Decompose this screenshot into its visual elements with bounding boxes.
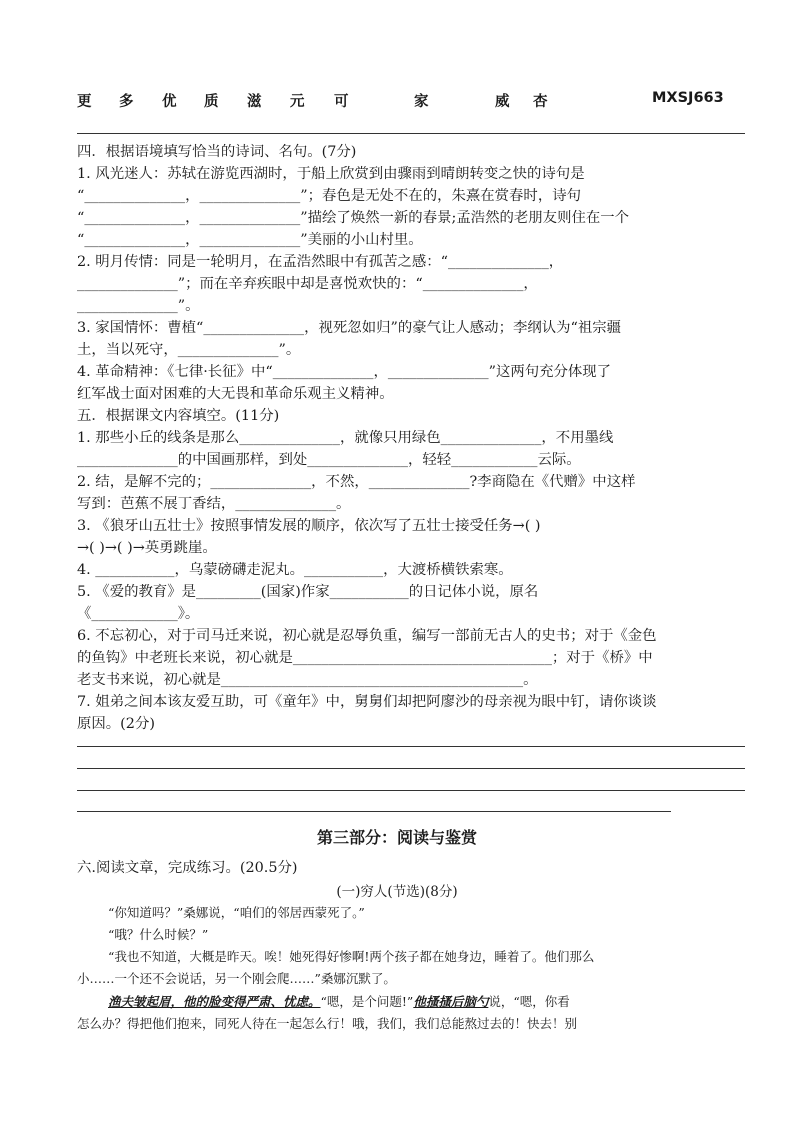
question-line: 老支书来说，初心就是__________________________________________。 bbox=[77, 672, 538, 688]
answer-line[interactable] bbox=[77, 790, 745, 791]
question-line: 原因。(2分) bbox=[77, 716, 155, 732]
question-line: 《____________》。 bbox=[77, 606, 200, 622]
question-line: 1. 那些小丘的线条是那么______________，就像只用绿色______________，不用墨线 bbox=[77, 430, 614, 446]
part-three-heading: 第三部分：阅读与鉴赏 bbox=[316, 828, 477, 847]
reading-paragraph: “哦？什么时候？” bbox=[108, 927, 209, 942]
question-line: ______________”。 bbox=[77, 298, 200, 314]
reading-paragraph bbox=[108, 992, 748, 1012]
question-line: 4. ___________，乌蒙磅礴走泥丸。___________，大渡桥横铁索寒。 bbox=[77, 562, 513, 578]
question-line: 3. 家国情怀：曹植“______________，视死忽如归”的豪气让人感动；李纲认为“祖宗疆 bbox=[77, 320, 622, 336]
header-code: MXSJ663 bbox=[652, 90, 724, 106]
header-char: 威 bbox=[495, 94, 510, 110]
question-line: 土，当以死守，______________”。 bbox=[77, 342, 301, 358]
header-char: 多 bbox=[119, 94, 134, 110]
header-char: 质 bbox=[204, 94, 219, 110]
answer-line[interactable] bbox=[77, 768, 745, 769]
question-line: 2. 明月传情：同是一轮明月，在孟浩然眼中有孤苦之感：“______________， bbox=[77, 254, 564, 270]
question-line: 5. 《爱的教育》是_________(国家)作家___________的日记体小说，原名 bbox=[77, 584, 539, 600]
underlined-phrase: 渔夫皱起眉，他的脸变得严肃、忧虑。 bbox=[108, 994, 321, 1009]
question-line: “______________，______________”美丽的小山村里。 bbox=[77, 232, 423, 248]
reading-text: “嗯，是个问题!” bbox=[320, 994, 414, 1009]
question-line: ______________的中国画那样，到处______________，轻轻____________云际。 bbox=[77, 452, 581, 468]
reading-text: 说，“嗯，你看 bbox=[488, 994, 570, 1009]
question-line: 3. 《狼牙山五壮士》按照事情发展的顺序，依次写了五壮士接受任务→( ) bbox=[77, 518, 541, 534]
answer-line[interactable] bbox=[77, 811, 671, 812]
question-line: 2. 结，是解不完的；______________，不然，______________?李商隐在《代赠》中这样 bbox=[77, 474, 636, 490]
section-six-title: 六.阅读文章，完成练习。(20.5分) bbox=[77, 860, 298, 876]
question-line: “______________，______________”描绘了焕然一新的春景;孟浩然的老朋友则住在一个 bbox=[77, 210, 630, 226]
header-char: 家 bbox=[414, 94, 429, 110]
answer-line[interactable] bbox=[77, 746, 745, 747]
question-line: 4. 革命精神：《七律·长征》中“______________，______________”这两句充分体现了 bbox=[77, 364, 612, 380]
question-line: 写到：芭蕉不展丁香结，______________。 bbox=[77, 496, 351, 512]
reading-paragraph: “你知道吗？”桑娜说，“咱们的邻居西蒙死了。” bbox=[108, 905, 365, 920]
question-line: ______________”；而在辛弃疾眼中却是喜悦欢快的：“______________， bbox=[77, 276, 538, 292]
reading-paragraph: “我也不知道，大概是昨天。唉！她死得好惨啊!两个孩子都在她身边，睡着了。他们那么 bbox=[108, 949, 595, 964]
reading-paragraph: 小……一个还不会说话，另一个刚会爬……”桑娜沉默了。 bbox=[77, 971, 396, 986]
reading-paragraph: 怎么办？得把他们抱来，同死人待在一起怎么行！哦，我们，我们总能熬过去的！快去！别 bbox=[77, 1016, 578, 1031]
reading-title: (一)穷人(节选)(8分) bbox=[336, 884, 458, 900]
header-char: 杏 bbox=[533, 94, 548, 110]
question-line: →( )→( )→英勇跳崖。 bbox=[77, 540, 217, 556]
question-line: 1. 风光迷人：苏轼在游览西湖时，于船上欣赏到由骤雨到晴朗转变之快的诗句是 bbox=[77, 166, 585, 182]
header-divider bbox=[77, 133, 745, 134]
question-line: 红军战士面对困难的大无畏和革命乐观主义精神。 bbox=[77, 386, 394, 402]
page-header bbox=[0, 90, 794, 110]
header-char: 更 bbox=[77, 94, 92, 110]
question-line: 6. 不忘初心，对于司马迁来说，初心就是忍辱负重，编写一部前无古人的史书；对于《金色 bbox=[77, 628, 657, 644]
question-line: 的鱼钩》中老班长来说，初心就是____________________________________；对于《桥》中 bbox=[77, 650, 653, 666]
header-char: 元 bbox=[290, 94, 305, 110]
header-char: 优 bbox=[162, 94, 177, 110]
underlined-phrase: 他搔搔后脑勺 bbox=[413, 994, 489, 1009]
section-five-title: 五．根据课文内容填空。(11分) bbox=[77, 408, 280, 424]
section-four-title: 四．根据语境填写恰当的诗词、名句。(7分) bbox=[77, 144, 357, 160]
header-char: 滋 bbox=[247, 94, 262, 110]
question-line: “______________，______________”；春色是无处不在的，朱熹在赏春时，诗句 bbox=[77, 188, 581, 204]
question-line: 7. 姐弟之间本该友爱互助，可《童年》中，舅舅们却把阿廖沙的母亲视为眼中钉，请你谈谈 bbox=[77, 694, 657, 710]
header-char: 可 bbox=[334, 94, 349, 110]
